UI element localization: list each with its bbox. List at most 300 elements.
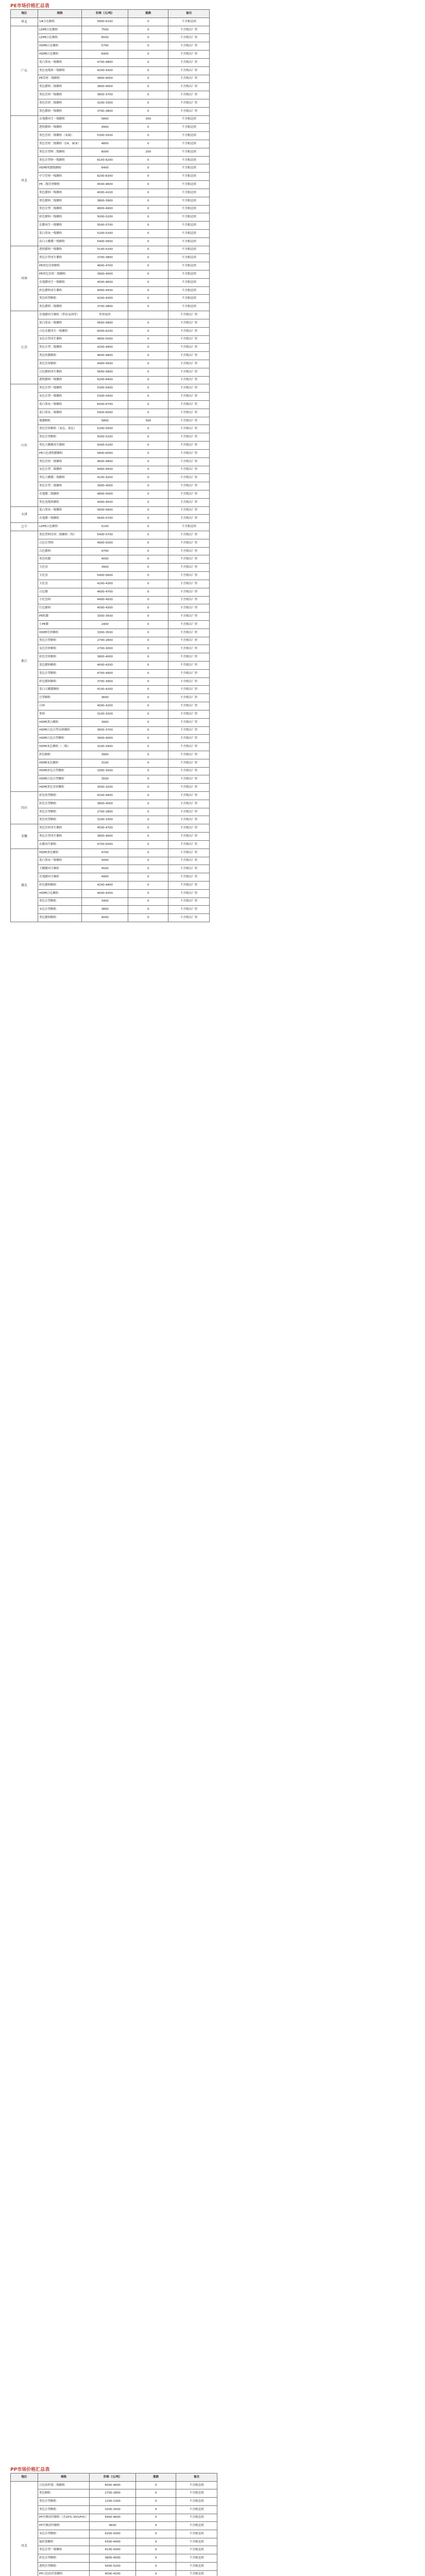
table-row: [11, 653, 210, 662]
table-row: [11, 449, 210, 457]
price-cell: 4800: [82, 140, 128, 148]
change-cell: 0: [128, 629, 168, 637]
table-row: [11, 669, 210, 677]
spec-cell: 农地膜再生一级颗粒: [38, 278, 82, 286]
change-cell: 0: [128, 352, 168, 360]
spec-cell: 黑色注塑料二级颗粒: [38, 148, 82, 156]
change-cell: 0: [128, 523, 168, 531]
change-cell: 0: [128, 726, 168, 735]
table-row: [11, 409, 210, 417]
spec-cell: 彩色吹塑颗粒: [38, 792, 82, 800]
price-cell: 3800-4000: [82, 653, 128, 662]
note-cell: 不含税出厂价: [168, 865, 210, 873]
spec-cell: 蓝白黑灰一级颗粒: [38, 401, 82, 409]
price-cell: 5400-5600: [82, 238, 128, 246]
table-row: [11, 775, 210, 784]
change-cell: 0: [128, 506, 168, 515]
spec-cell: 农膜再生颗粒: [38, 840, 82, 849]
change-cell: [128, 311, 168, 319]
price-cell: 3800-4000: [82, 833, 128, 841]
price-cell: 4000-4600: [90, 2481, 136, 2489]
table-row: [11, 547, 210, 555]
price-cell: 4800-5000: [82, 490, 128, 498]
spec-cell: HDPE吹膜级颗粒: [38, 164, 82, 173]
spec-cell: HDPE白色注塑杂料颗粒: [38, 726, 82, 735]
price-cell: 4200-4300: [82, 66, 128, 75]
spec-cell: 黑色吹膜: [38, 555, 82, 564]
table-row: [11, 873, 210, 882]
table-row: [11, 718, 210, 726]
change-cell: 0: [128, 222, 168, 230]
price-cell: 3900: [82, 751, 128, 759]
note-cell: 不含税出厂价: [168, 702, 210, 710]
note-cell: 不含税出厂价: [168, 417, 210, 425]
change-cell: 0: [128, 833, 168, 841]
change-cell: 0: [128, 677, 168, 686]
note-cell: 不含税送到: [168, 156, 210, 164]
spec-cell: HDPE白色颗粒: [38, 42, 82, 50]
change-cell: 0: [128, 278, 168, 286]
price-cell: 3100: [82, 759, 128, 767]
price-cell: 3200-3300: [82, 99, 128, 107]
spec-cell: 大托盘: [38, 564, 82, 572]
table-row: [11, 604, 210, 613]
table-row: [11, 417, 210, 425]
price-cell: 4800-4900: [82, 205, 128, 213]
spec-cell: 蓝白黑灰一级颗粒: [38, 58, 82, 66]
note-cell: 不含税出厂价: [168, 66, 210, 75]
spec-cell: 大棚膜再生颗粒: [38, 865, 82, 873]
table-row: [11, 132, 210, 140]
price-cell: 4600-4700: [82, 262, 128, 270]
table-row: [11, 767, 210, 775]
table-row: [11, 2489, 217, 2498]
table-row: [11, 189, 210, 197]
price-cell: 3500: [82, 775, 128, 784]
change-cell: 0: [128, 433, 168, 442]
table-row: [11, 2481, 217, 2489]
price-cell: 5200-5500: [82, 425, 128, 433]
change-cell: 0: [128, 26, 168, 34]
note-cell: 不含税出厂价: [168, 50, 210, 59]
change-cell: 0: [128, 18, 168, 26]
spec-cell: 白色注塑料: [38, 539, 82, 547]
note-cell: 不含税出厂价: [168, 718, 210, 726]
table-row: [11, 710, 210, 718]
price-cell: 3100-3200: [82, 710, 128, 718]
note-cell: 不含税出厂价: [168, 409, 210, 417]
table-row: [11, 881, 210, 889]
spec-cell: 农地膜再生颗粒: [38, 873, 82, 882]
table-row: [11, 662, 210, 670]
table-row: [11, 229, 210, 238]
change-cell: 0: [128, 66, 168, 75]
table-row: [11, 531, 210, 539]
table-row: [11, 482, 210, 490]
change-cell: 0: [136, 2530, 176, 2538]
change-cell: 0: [128, 42, 168, 50]
change-cell: 0: [136, 2570, 176, 2576]
spec-cell: 大托盘: [38, 580, 82, 588]
note-cell: 不含税出厂价: [168, 91, 210, 99]
price-cell: 5000-5200: [82, 433, 128, 442]
note-cell: 不含税出厂价: [168, 42, 210, 50]
note-cell: 不含税出厂价: [168, 384, 210, 393]
change-cell: 0: [128, 498, 168, 506]
change-cell: 0: [128, 775, 168, 784]
spec-cell: 白色膜: [38, 588, 82, 596]
note-cell: 不含税送到: [168, 523, 210, 531]
note-cell: 不含税出厂价: [168, 466, 210, 474]
change-cell: 0: [128, 897, 168, 906]
price-cell: 6000: [82, 148, 128, 156]
change-cell: 0: [128, 295, 168, 303]
change-cell: 0: [128, 596, 168, 604]
price-cell: 5200-5300: [82, 229, 128, 238]
price-cell: 4900: [82, 124, 128, 132]
change-cell: 0: [128, 784, 168, 792]
price-cell: 4000: [82, 914, 128, 922]
change-cell: 0: [128, 368, 168, 376]
table-row: [11, 849, 210, 857]
table-row: [11, 637, 210, 645]
price-cell: 6400: [82, 164, 128, 173]
header-row: [11, 2473, 217, 2482]
table-row: [11, 140, 210, 148]
change-cell: 0: [128, 662, 168, 670]
note-cell: 不含税送到: [176, 2546, 217, 2554]
spec-cell: 黑色膜料二级颗粒: [38, 197, 82, 205]
note-cell: 不含税出厂价: [168, 800, 210, 808]
change-cell: 0: [128, 425, 168, 433]
note-cell: 不含税出厂价: [168, 653, 210, 662]
spec-cell: 黑色注塑二级颗粒: [38, 482, 82, 490]
price-cell: 5600-5800: [82, 368, 128, 376]
change-cell: 0: [128, 327, 168, 335]
price-cell: 4700-4900: [82, 669, 128, 677]
note-cell: 不含税出厂价: [168, 816, 210, 824]
note-cell: 不含税出厂价: [168, 335, 210, 344]
spec-cell: 蓝色膜料颗粒: [38, 662, 82, 670]
table-row: [11, 466, 210, 474]
table-row: [11, 686, 210, 694]
note-cell: 不含税送到: [168, 303, 210, 311]
price-cell: 6500-6700: [82, 401, 128, 409]
region-cell: 天津: [11, 506, 38, 523]
column-header: 价格（元/吨）: [90, 2473, 136, 2482]
note-cell: 不含税出厂价: [168, 433, 210, 442]
table-row: [11, 564, 210, 572]
price-cell: 3900-4000: [82, 735, 128, 743]
price-cell: 4000-4200: [82, 662, 128, 670]
change-cell: 0: [128, 401, 168, 409]
price-cell: 3900: [82, 718, 128, 726]
change-cell: 0: [128, 865, 168, 873]
spec-cell: 透明膜料一级颗粒: [38, 246, 82, 254]
spec-cell: 农地膜再生一级颗粒: [38, 115, 82, 124]
price-cell: 3800-4000: [82, 75, 128, 83]
table-row: [11, 442, 210, 450]
change-cell: 0: [128, 303, 168, 311]
region-cell: 湖北: [11, 849, 38, 922]
spec-cell: 大托盘: [38, 572, 82, 580]
change-cell: 0: [128, 335, 168, 344]
spec-cell: 农地膜二级颗粒: [38, 490, 82, 498]
price-cell: 6400: [82, 50, 128, 59]
price-cell: 4200-4400: [82, 344, 128, 352]
spec-cell: LDPE白色颗粒: [38, 34, 82, 42]
change-cell: 0: [136, 2546, 176, 2554]
spec-cell: 黑色注塑二级颗粒: [38, 205, 82, 213]
column-header: 地区: [11, 2473, 38, 2482]
spec-cell: 灰色注塑二级颗粒: [38, 466, 82, 474]
note-cell: 不含税出厂价: [168, 857, 210, 865]
note-cell: 不含税出厂价: [168, 833, 210, 841]
change-cell: 0: [128, 564, 168, 572]
table-row: [11, 808, 210, 816]
price-cell: 4000-4300: [82, 889, 128, 897]
note-cell: 不含税出厂价: [168, 34, 210, 42]
change-cell: 0: [136, 2522, 176, 2530]
table-row: [11, 833, 210, 841]
spec-cell: 黑色注塑二级颗粒: [38, 344, 82, 352]
spec-cell: 黑色塑料管材二级颗粒（特）: [38, 531, 82, 539]
price-cell: 5700: [82, 42, 128, 50]
change-cell: 0: [128, 286, 168, 295]
price-cell: 4500-4600: [82, 181, 128, 189]
table-row: [11, 506, 210, 515]
spec-cell: 黑料: [38, 710, 82, 718]
spec-cell: 白色农膜再生一级颗粒: [38, 327, 82, 335]
change-cell: 0: [128, 238, 168, 246]
price-cell: 3700-3800: [82, 107, 128, 115]
price-cell: 4000-4200: [82, 702, 128, 710]
note-cell: 不含税出厂价: [168, 645, 210, 653]
price-cell: 4700: [82, 547, 128, 555]
table-row: [11, 865, 210, 873]
change-cell: 0: [128, 580, 168, 588]
price-cell: 6500: [82, 34, 128, 42]
change-cell: 0: [136, 2498, 176, 2506]
note-cell: 不含税出厂价: [168, 26, 210, 34]
spec-cell: 透明膜料一级颗粒: [38, 124, 82, 132]
price-cell: 4100-4200: [82, 686, 128, 694]
change-cell: 0: [128, 881, 168, 889]
spec-cell: 黑色注塑颗粒: [38, 808, 82, 816]
price-cell: 3800: [82, 906, 128, 914]
region-cell: 山东: [11, 384, 38, 506]
section-title: PE市场价格汇总表: [10, 4, 49, 9]
price-cell: 5500-5700: [82, 222, 128, 230]
price-cell: 3800-3900: [82, 197, 128, 205]
change-cell: 0: [128, 555, 168, 564]
price-cell: 5600-5800: [82, 319, 128, 327]
table-row: [11, 50, 210, 59]
note-cell: 不含税出厂价: [168, 474, 210, 482]
price-cell: 4400-4500: [82, 498, 128, 506]
note-cell: 不含税送到: [176, 2554, 217, 2563]
spec-cell: LDPE白色颗粒: [38, 26, 82, 34]
spec-cell: HDPE白色颗粒: [38, 50, 82, 59]
note-cell: 不含税送到: [168, 213, 210, 222]
spec-cell: 黑色管材二级颗粒: [38, 99, 82, 107]
note-cell: 不含税出厂价: [168, 873, 210, 882]
spec-cell: HDPE黑白颗粒: [38, 718, 82, 726]
table-row: [11, 164, 210, 173]
change-cell: 0: [128, 213, 168, 222]
price-cell: 5000-5200: [82, 442, 128, 450]
spec-cell: 蓝白黑灰一级颗粒: [38, 319, 82, 327]
change-cell: 0: [128, 751, 168, 759]
table-row: [11, 376, 210, 384]
price-cell: 4700-5000: [82, 840, 128, 849]
change-cell: 0: [128, 889, 168, 897]
note-cell: 不含税出厂价: [168, 889, 210, 897]
spec-cell: 黑色注塑一级颗粒: [38, 2546, 90, 2554]
note-cell: 不含税出厂价: [168, 849, 210, 857]
table-row: [11, 645, 210, 653]
spec-cell: 蓝白黑灰一级颗粒: [38, 506, 82, 515]
price-cell: 3700-3900: [82, 677, 128, 686]
spec-cell: 彩色膜料一级颗粒: [38, 213, 82, 222]
table-row: [11, 335, 210, 344]
spec-cell: 彩色注塑颗粒: [38, 2554, 90, 2563]
change-cell: 0: [128, 91, 168, 99]
note-cell: 不含税送到: [168, 181, 210, 189]
change-cell: 0: [128, 140, 168, 148]
spec-cell: HDPE白色注塑颗粒: [38, 775, 82, 784]
price-cell: 2700-2800: [82, 808, 128, 816]
note-cell: 不含税出厂价: [168, 506, 210, 515]
region-cell: 河北: [11, 115, 38, 246]
spec-cell: 彩色颗粒: [38, 751, 82, 759]
price-cell: 5300-5400: [82, 384, 128, 393]
note-cell: 不含税出厂价: [168, 759, 210, 767]
note-cell: 不含税出厂价: [168, 775, 210, 784]
table-row: [11, 222, 210, 230]
table-row: [11, 596, 210, 604]
spec-cell: PE管材二级颗粒: [38, 75, 82, 83]
spec-cell: 黑色膜料一级颗粒: [38, 189, 82, 197]
price-cell: 4200-4400: [82, 881, 128, 889]
price-cell: 5300-5400: [82, 393, 128, 401]
table-row: [11, 124, 210, 132]
spec-cell: 灰色注塑颗粒: [38, 906, 82, 914]
spec-cell: 灰色注塑一级颗粒: [38, 393, 82, 401]
change-cell: 0: [128, 637, 168, 645]
pp-price-table: [10, 2473, 217, 2576]
change-cell: 0: [128, 164, 168, 173]
spec-cell: 蓝白大棚膜颗粒: [38, 686, 82, 694]
table-row: [11, 588, 210, 596]
note-cell: 不含税出厂价: [168, 881, 210, 889]
table-row: [11, 857, 210, 865]
table-row: [11, 555, 210, 564]
spec-cell: 农膜再生一级颗粒: [38, 222, 82, 230]
note-cell: 不含税送到: [168, 278, 210, 286]
price-cell: 5800: [82, 115, 128, 124]
price-cell: 4700-4800: [82, 58, 128, 66]
table-row: [11, 784, 210, 792]
spec-cell: 注塑颗粒: [38, 694, 82, 702]
spec-cell: 黑色大棚膜二级颗粒: [38, 474, 82, 482]
price-cell: 5100-5200: [82, 246, 128, 254]
note-cell: 不含税送到: [168, 197, 210, 205]
price-cell: 4400-4500: [82, 286, 128, 295]
price-cell: 3800-4000: [82, 83, 128, 91]
note-cell: 不含税送到: [176, 2522, 217, 2530]
price-cell: 2700-3000: [82, 645, 128, 653]
change-cell: 0: [128, 702, 168, 710]
table-row: [11, 515, 210, 523]
note-cell: 不含税送到: [176, 2481, 217, 2489]
note-cell: 不含税出厂价: [168, 99, 210, 107]
note-cell: 不含税送到: [168, 222, 210, 230]
column-header: 价格（元/吨）: [82, 10, 128, 18]
table-row: [11, 914, 210, 922]
change-cell: 0: [128, 857, 168, 865]
price-cell: 4500-4700: [82, 824, 128, 833]
table-row: [11, 173, 210, 181]
change-cell: 0: [128, 482, 168, 490]
price-cell: 4900: [82, 873, 128, 882]
price-cell: 5300-5500: [82, 132, 128, 140]
note-cell: 不含税出厂价: [168, 572, 210, 580]
note-cell: 不含税出厂价: [168, 677, 210, 686]
note-cell: 不含税送到: [168, 229, 210, 238]
note-cell: 不含税出厂价: [168, 840, 210, 849]
note-cell: 不含税出厂价: [168, 75, 210, 83]
price-cell: 4000-4100: [82, 189, 128, 197]
spec-cell: 黑色电缆料颗粒: [38, 498, 82, 506]
spec-cell: 白色膜料再生颗粒: [38, 368, 82, 376]
spec-cell: 高白大棚膜一级颗粒: [38, 238, 82, 246]
note-cell: 不含税出厂价: [168, 710, 210, 718]
header-row: [11, 10, 210, 18]
price-cell: 4600-4800: [82, 457, 128, 466]
note-cell: 不含税送到: [168, 295, 210, 303]
price-cell: 3400: [82, 897, 128, 906]
change-cell: 0: [128, 466, 168, 474]
spec-cell: HDPE白色注塑颗粒: [38, 735, 82, 743]
note-cell: 不含税出厂价: [168, 352, 210, 360]
note-cell: 不含税出厂价: [168, 897, 210, 906]
change-cell: 0: [128, 906, 168, 914]
table-row: [11, 792, 210, 800]
table-row: [11, 800, 210, 808]
note-cell: 不含税送到: [176, 2538, 217, 2546]
table-row: [11, 580, 210, 588]
change-cell: 0: [128, 393, 168, 401]
column-header: 备注: [176, 2473, 217, 2482]
price-cell: 3300-3500: [82, 767, 128, 775]
table-row: [11, 2505, 217, 2514]
price-cell: 6000-6200: [82, 327, 128, 335]
region-cell: 河南: [11, 246, 38, 311]
spec-cell: 黑色管材颗粒（灰色、蓝色）: [38, 425, 82, 433]
pe-price-table: [10, 9, 210, 922]
spec-cell: PE吹膜: [38, 613, 82, 621]
table-row: [11, 115, 210, 124]
table-row: [11, 213, 210, 222]
change-cell: 0: [128, 604, 168, 613]
table-row: [11, 58, 210, 66]
spec-cell: HDPE管材颗粒: [38, 629, 82, 637]
price-cell: 4000: [82, 555, 128, 564]
change-cell: 0: [128, 156, 168, 164]
note-cell: 不含税出厂价: [168, 457, 210, 466]
price-cell: 4400-4600: [90, 2514, 136, 2522]
